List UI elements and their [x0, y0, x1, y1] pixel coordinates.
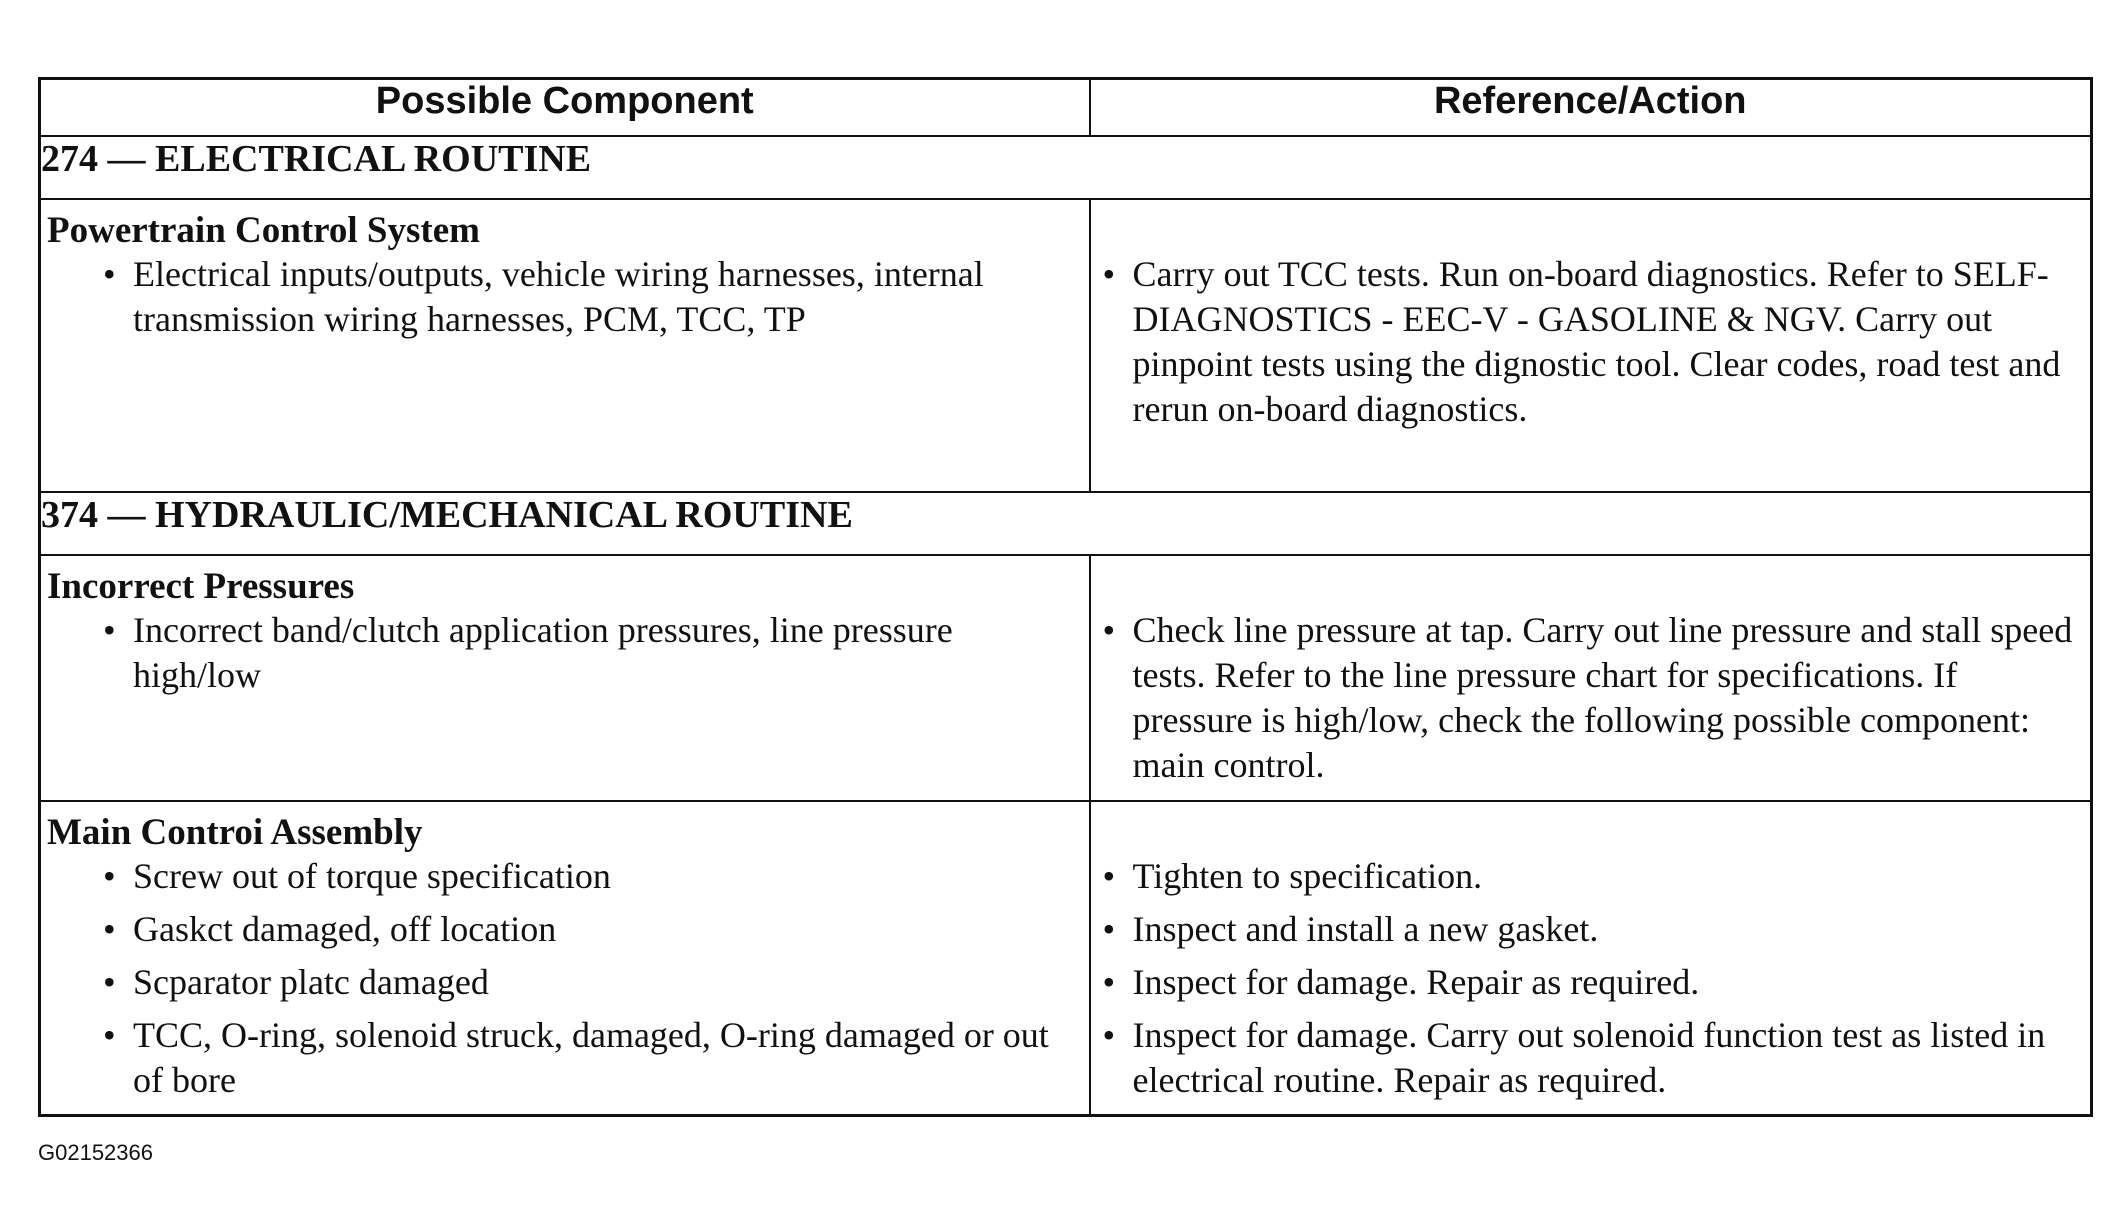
bullet-glyph: •	[103, 962, 116, 1002]
component-items	[41, 252, 1089, 342]
action-item-text: Check line pressure at tap. Carry out line pressure and stall speed tests. Refer to the line pressure chart for specifications. If pressure is high/low, check the following possible component: main control.	[1132, 610, 2073, 785]
component-item	[103, 1013, 1069, 1103]
component-item-text: Incorrect band/clutch application pressures, line pressure high/low	[133, 610, 953, 695]
component-item	[103, 854, 1069, 899]
section-row	[40, 492, 2092, 555]
bullet-glyph: •	[103, 610, 116, 650]
header-reference-action: Reference/Action	[1090, 79, 2092, 137]
component-title: Powertrain Control System	[47, 210, 480, 251]
bullet-glyph: •	[1102, 610, 1116, 650]
component-item-text: Scparator platc damaged	[133, 962, 489, 1002]
section-row	[40, 136, 2092, 199]
component-title: Main Controi Assembly	[47, 812, 423, 853]
component-item-text: Screw out of torque specification	[133, 856, 611, 896]
diagnostic-document	[38, 77, 2090, 1117]
action-item-text: Tighten to specification.	[1132, 856, 1483, 896]
component-item	[103, 907, 1069, 952]
diagnostic-table	[38, 77, 2093, 1117]
action-items	[1091, 252, 2091, 432]
component-items	[41, 608, 1089, 698]
component-title: Incorrect Pressures	[47, 566, 355, 607]
bullet-glyph: •	[103, 254, 116, 294]
action-item-text: Inspect for damage. Repair as required.	[1132, 962, 1700, 1002]
component-item-text: Gaskct damaged, off location	[133, 909, 557, 949]
section-title-electrical: 274 — ELECTRICAL ROUTINE	[40, 136, 2092, 199]
bullet-glyph: •	[1102, 254, 1116, 294]
bullet-glyph: •	[103, 909, 116, 949]
bullet-glyph: •	[103, 1015, 116, 1055]
bullet-glyph: •	[1102, 909, 1116, 949]
component-item-text: TCC, O-ring, solenoid struck, damaged, O-ring damaged or out of bore	[133, 1015, 1049, 1100]
component-item	[103, 608, 1069, 698]
header-possible-component: Possible Component	[40, 79, 1090, 137]
action-item-text: Inspect and install a new gasket.	[1132, 909, 1599, 949]
bullet-glyph: •	[1102, 1015, 1116, 1055]
action-item	[1103, 1013, 2085, 1103]
component-cell	[40, 801, 1090, 1115]
action-item	[1103, 960, 2085, 1005]
header-row	[40, 79, 2092, 137]
component-cell	[40, 555, 1090, 801]
action-cell	[1090, 199, 2092, 492]
action-item	[1103, 907, 2085, 952]
action-item	[1103, 608, 2085, 788]
component-item-text: Electrical inputs/outputs, vehicle wiring harnesses, internal transmission wiring harnesses, PCM, TCC, TP	[133, 254, 984, 339]
table-row	[40, 199, 2092, 492]
bullet-glyph: •	[1102, 856, 1116, 896]
section-title-hydraulic: 374 — HYDRAULIC/MECHANICAL ROUTINE	[40, 492, 2092, 555]
action-cell	[1090, 801, 2092, 1115]
action-item	[1103, 252, 2085, 432]
bullet-glyph: •	[1102, 962, 1116, 1002]
action-items	[1091, 854, 2091, 1103]
component-cell	[40, 199, 1090, 492]
action-item-text: Carry out TCC tests. Run on-board diagnostics. Refer to SELF-DIAGNOSTICS - EEC-V - GASOLINE & NGV. Carry out pinpoint tests using the dignostic tool. Clear codes, road test and rerun on-board diagnostics.	[1132, 254, 2061, 429]
bullet-glyph: •	[103, 856, 116, 896]
table-row	[40, 555, 2092, 801]
component-item	[103, 252, 1069, 342]
action-cell	[1090, 555, 2092, 801]
figure-id: G02152366	[38, 1140, 153, 1165]
table-row	[40, 801, 2092, 1115]
component-items	[41, 854, 1089, 1103]
action-item	[1103, 854, 2085, 899]
component-item	[103, 960, 1069, 1005]
action-items	[1091, 608, 2091, 788]
action-item-text: Inspect for damage. Carry out solenoid function test as listed in electrical routine. Repair as required.	[1132, 1015, 2046, 1100]
